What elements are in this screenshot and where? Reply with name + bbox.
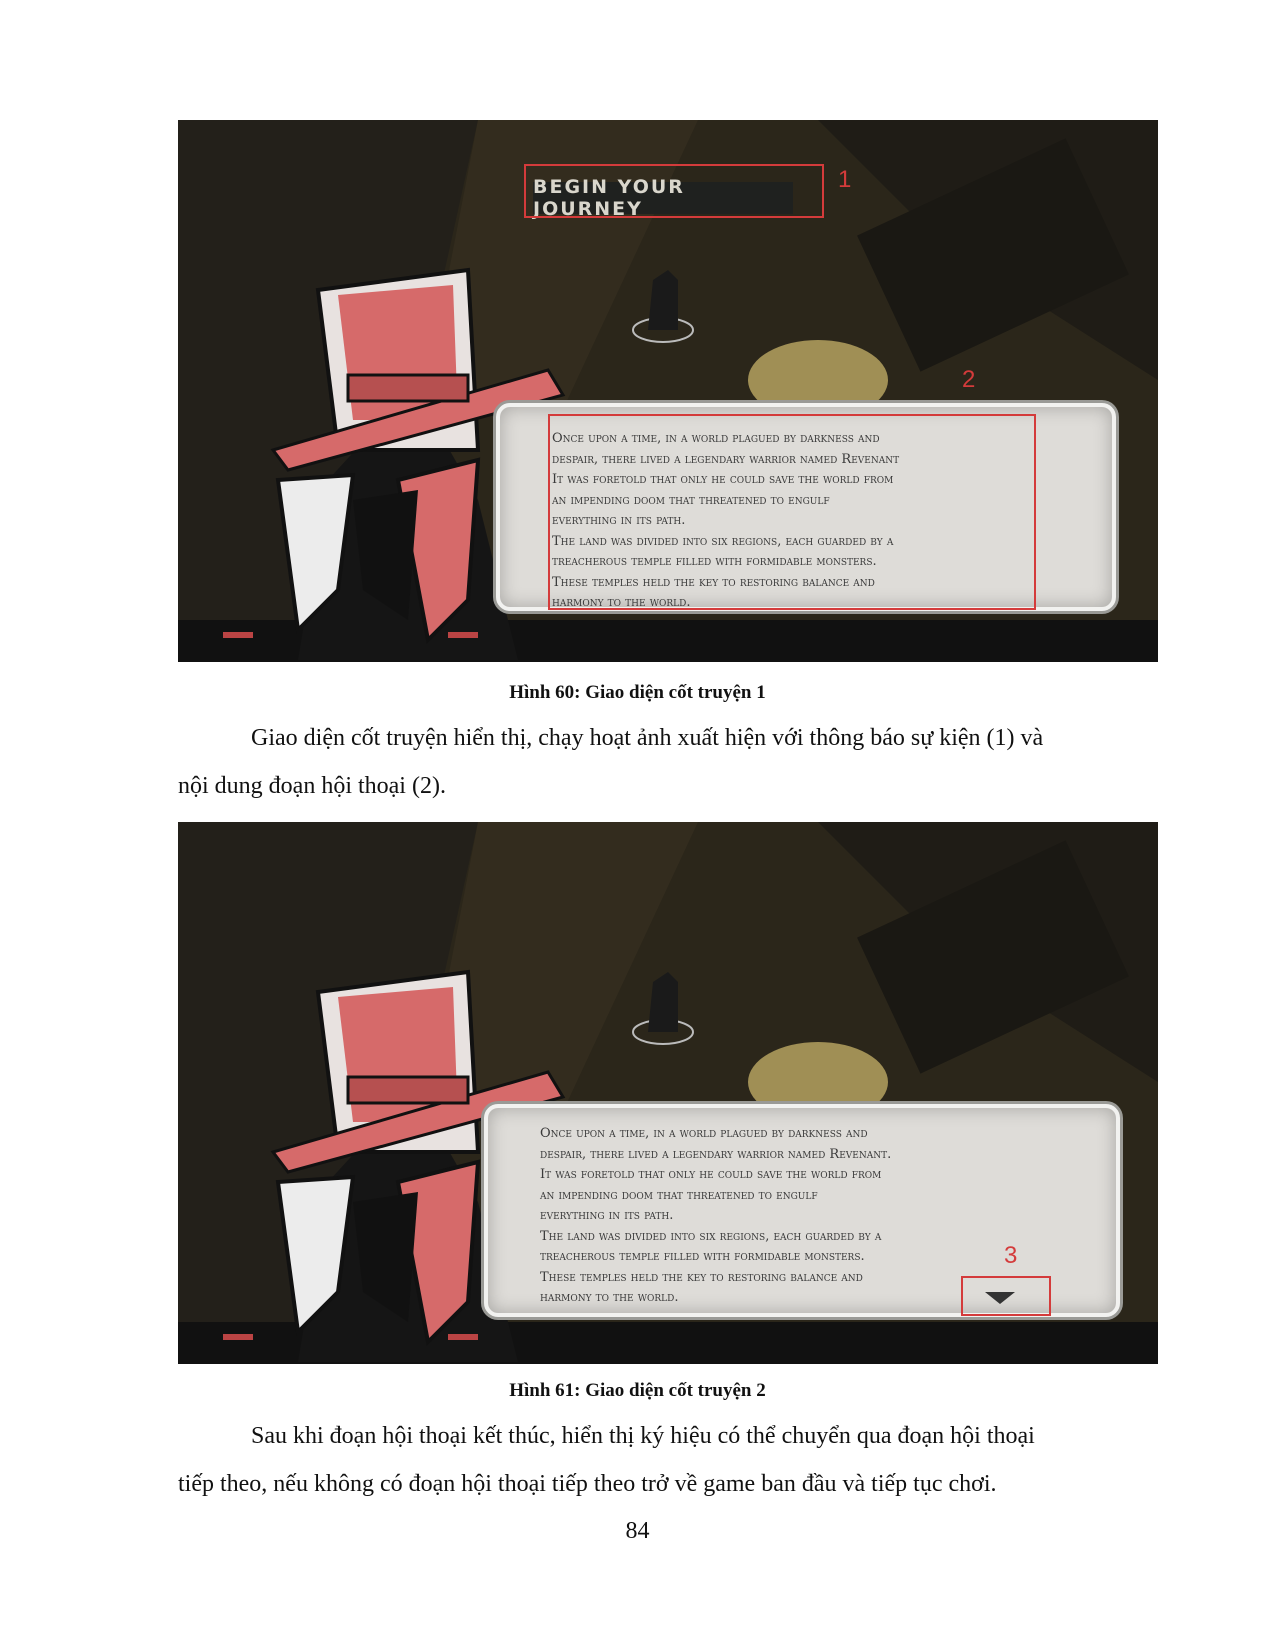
highlight-box-3 <box>961 1276 1051 1316</box>
dialog-line: despair, there lived a legendary warrior named Revenant <box>552 451 900 467</box>
paragraph-2 <box>178 1412 1158 1508</box>
page-number: 84 <box>625 1518 650 1544</box>
dialog-line: These temples held the key to restoring balance and <box>552 574 875 590</box>
dialog-line: treacherous temple filled with formidable monsters. <box>552 554 877 569</box>
highlight-box-1 <box>524 164 824 218</box>
dialog-line: Once upon a time, in a world plagued by darkness and <box>540 1126 868 1141</box>
figure-60-screenshot <box>178 120 1158 662</box>
figure-61-caption: Hình 61: Giao diện cốt truyện 2 <box>509 1380 766 1401</box>
dialog-line: an impending doom that threatened to engulf <box>540 1187 818 1203</box>
dialog-line: These temples held the key to restoring balance and <box>540 1269 863 1285</box>
dialog-line: The land was divided into six regions, each guarded by a <box>552 533 894 549</box>
paragraph-line: nội dung đoạn hội thoại (2). <box>178 773 446 799</box>
highlight-box-2 <box>548 414 1036 610</box>
marker-label-1: 1 <box>838 166 852 193</box>
dialog-line: harmony to the world. <box>540 1290 679 1305</box>
dialog-line: despair, there lived a legendary warrior named Revenant. <box>540 1146 892 1162</box>
dialog-line: The land was divided into six regions, each guarded by a <box>540 1228 882 1244</box>
figure-61-screenshot <box>178 822 1158 1364</box>
dialog-line: everything in its path. <box>540 1208 674 1223</box>
paragraph-line: Giao diện cốt truyện hiển thị, chạy hoạt ảnh xuất hiện với thông báo sự kiện (1) và <box>251 725 1044 751</box>
figure-60-caption: Hình 60: Giao diện cốt truyện 1 <box>509 682 766 703</box>
dialog-line: an impending doom that threatened to engulf <box>552 492 830 508</box>
dialog-line: It was foretold that only he could save the world from <box>552 472 894 487</box>
paragraph-1 <box>178 714 1158 810</box>
dialog-line: It was foretold that only he could save the world from <box>540 1167 882 1182</box>
dialog-line: treacherous temple filled with formidable monsters. <box>540 1249 865 1264</box>
dialog-line: everything in its path. <box>552 513 686 528</box>
dialog-line: Once upon a time, in a world plagued by darkness and <box>552 431 880 446</box>
marker-label-2: 2 <box>962 366 976 393</box>
dialog-line: harmony to the world. <box>552 595 691 610</box>
begin-journey-banner: BEGIN YOUR JOURNEY <box>533 182 793 214</box>
marker-label-3: 3 <box>1004 1242 1018 1269</box>
paragraph-line: tiếp theo, nếu không có đoạn hội thoại tiếp theo trở về game ban đầu và tiếp tục chơi. <box>178 1471 997 1497</box>
paragraph-line: Sau khi đoạn hội thoại kết thúc, hiển thị ký hiệu có thể chuyển qua đoạn hội thoại <box>251 1423 1035 1449</box>
